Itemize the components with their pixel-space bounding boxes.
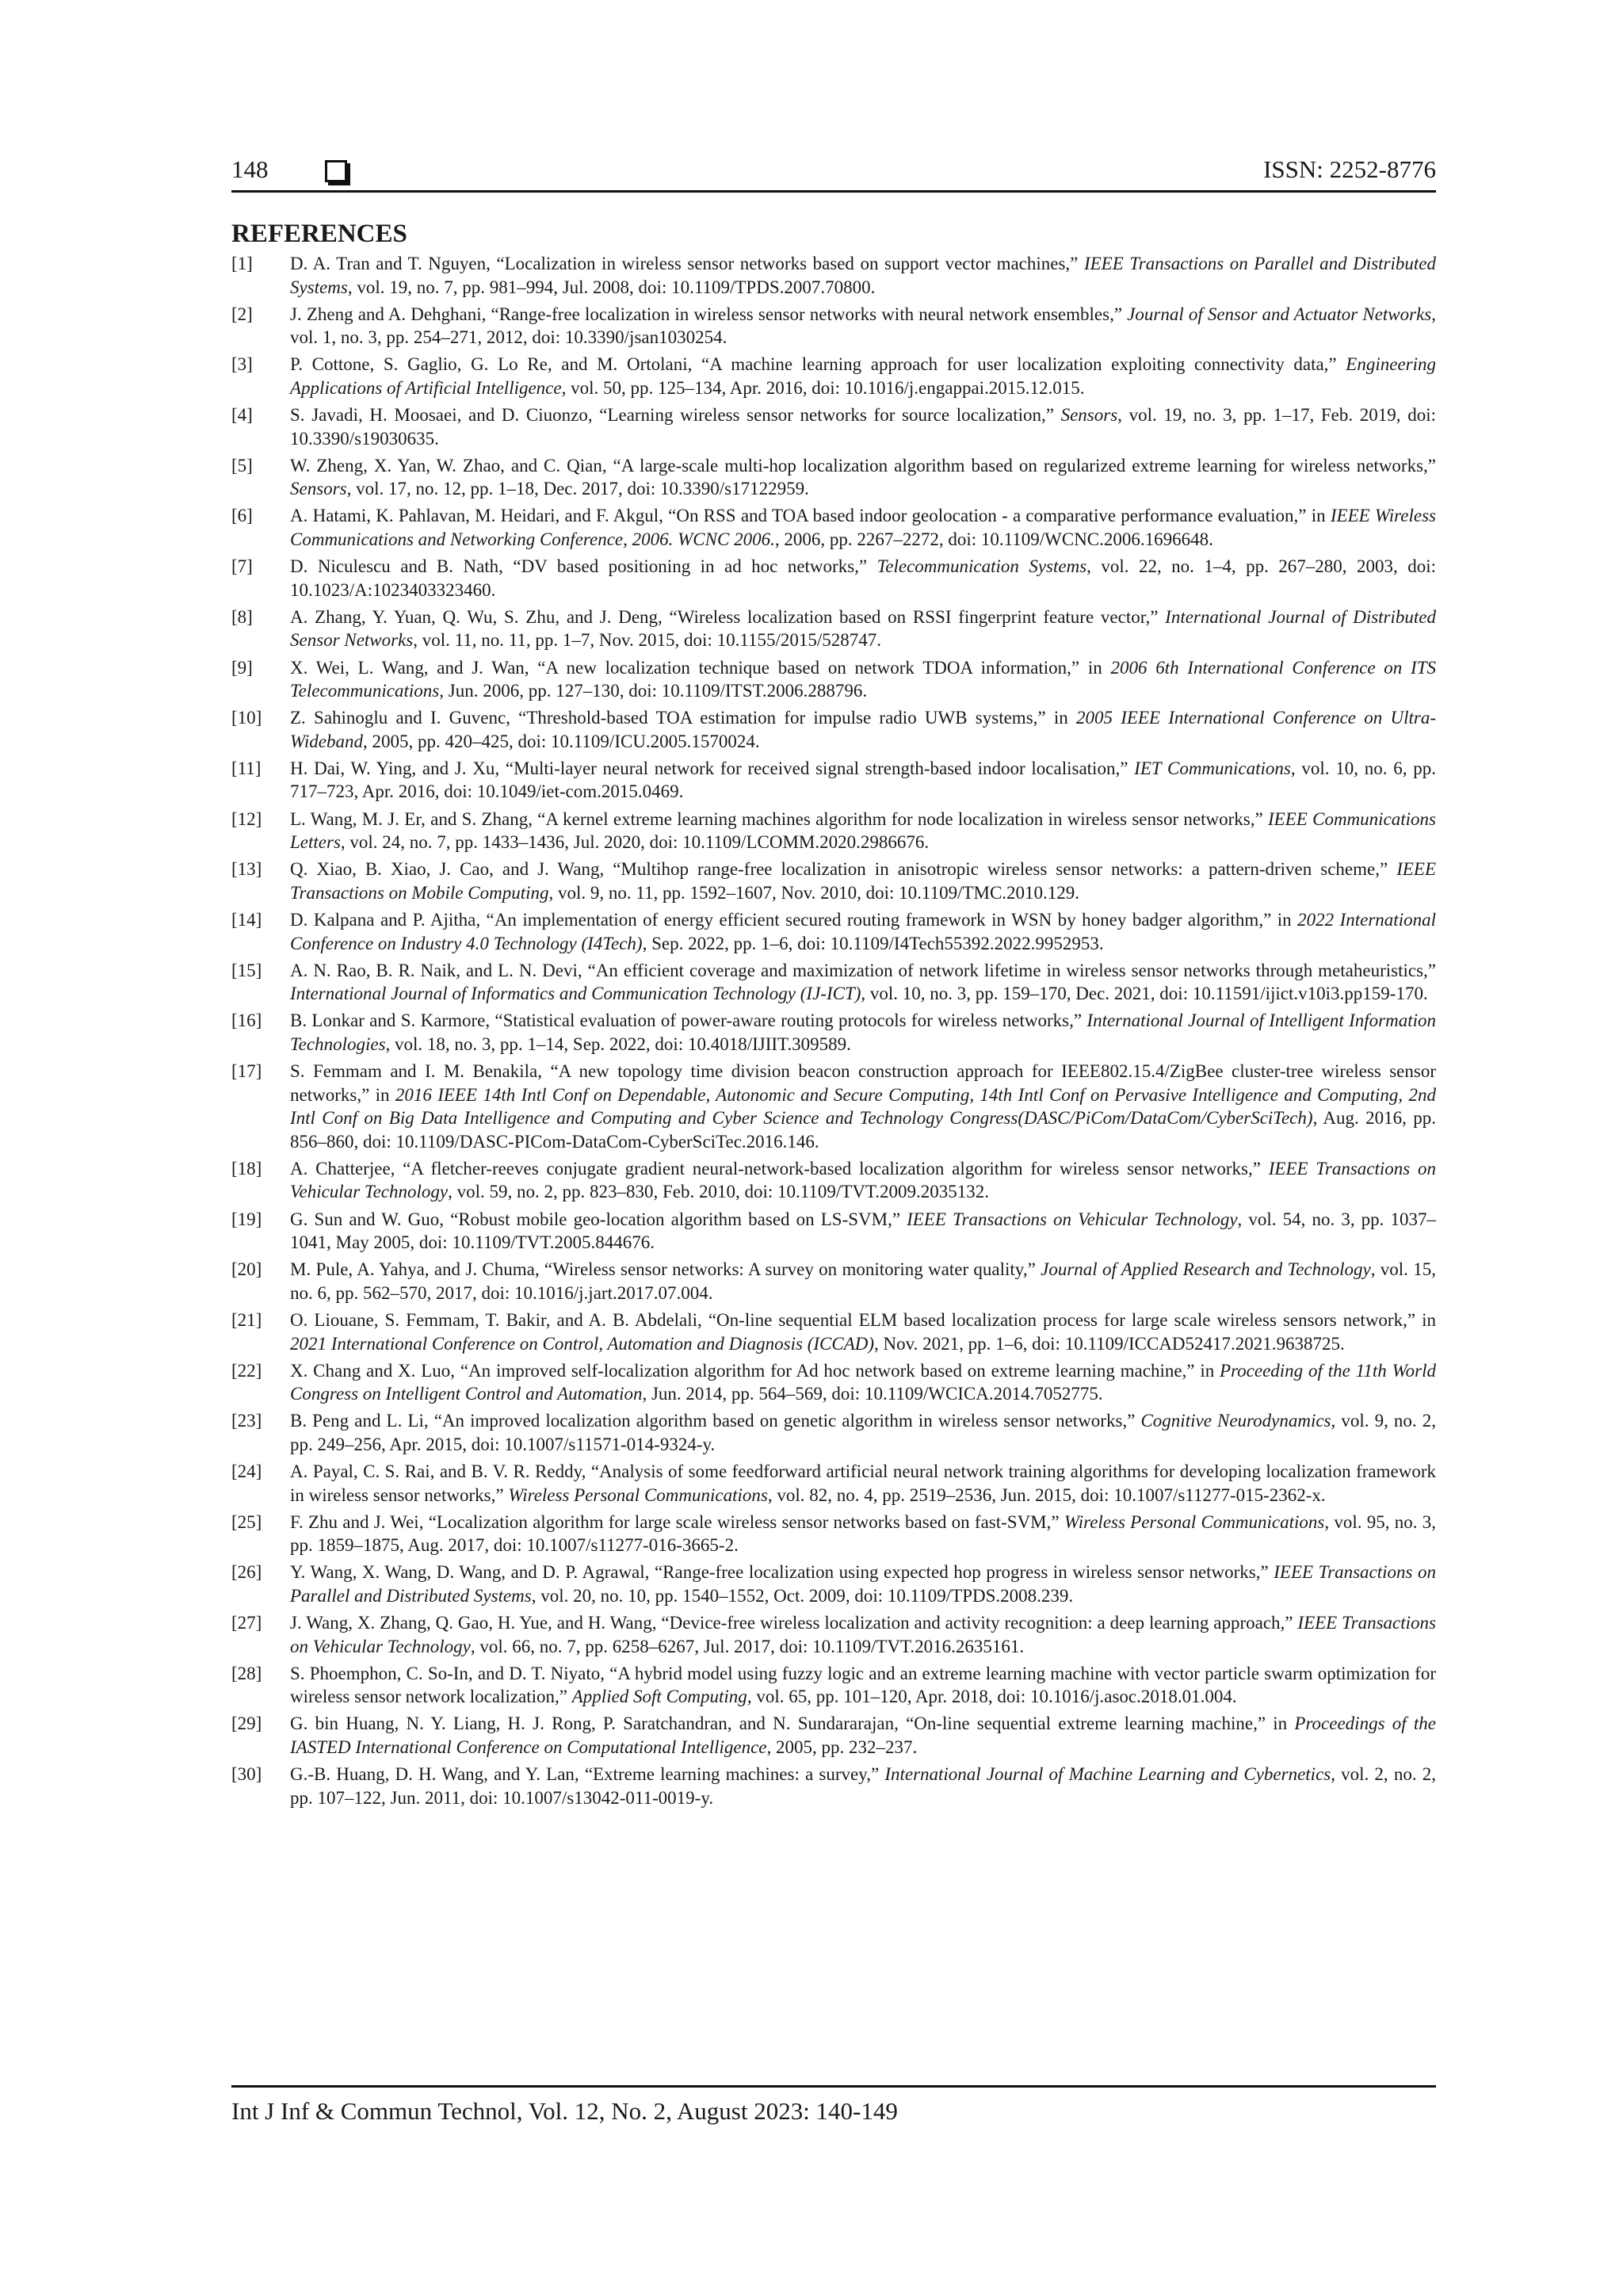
reference-item	[231, 1460, 1436, 1507]
reference-text: O. Liouane, S. Femmam, T. Bakir, and A. B. Abdelali, “On-line sequential ELM based localization process for large scale wireless sensors network,” in	[290, 1309, 1436, 1330]
reference-text: Z. Sahinoglu and I. Guvenc, “Threshold-based TOA estimation for impulse radio UWB systems,” in	[290, 708, 1076, 728]
reference-number: [22]	[231, 1360, 262, 1381]
reference-number: [2]	[231, 304, 253, 324]
reference-text: , vol. 20, no. 10, pp. 1540–1552, Oct. 2009, doi: 10.1109/TPDS.2008.239.	[531, 1585, 1074, 1606]
reference-item	[231, 1208, 1436, 1255]
reference-number: [29]	[231, 1713, 262, 1734]
reference-item	[231, 403, 1436, 450]
reference-number: [12]	[231, 808, 262, 829]
reference-text: J. Wang, X. Zhang, Q. Gao, H. Yue, and H. Wang, “Device-free wireless localization and activity recognition: a deep learning approach,”	[290, 1613, 1298, 1633]
reference-text: G. Sun and W. Guo, “Robust mobile geo-location algorithm based on LS-SVM,”	[290, 1209, 907, 1229]
reference-number: [16]	[231, 1010, 262, 1031]
reference-venue: IEEE Communications Letters	[290, 808, 1436, 853]
page-header	[231, 155, 1436, 193]
reference-venue: Journal of Sensor and Actuator Networks	[1127, 304, 1432, 324]
reference-item	[231, 353, 1436, 399]
reference-item	[231, 1763, 1436, 1809]
reference-number: [28]	[231, 1663, 262, 1683]
reference-text: , vol. 10, no. 6, pp. 717–723, Apr. 2016, doi: 10.1049/iet-com.2015.0469.	[290, 758, 1437, 802]
reference-text: S. Femmam and I. M. Benakila, “A new topology time division beacon construction approach for IEEE802.15.4/ZigBee cluster-tree wireless sensor networks,” in	[290, 1061, 1436, 1105]
reference-text: , vol. 10, no. 3, pp. 159–170, Dec. 2021, doi: 10.11591/ijict.v10i3.pp159-170.	[861, 984, 1428, 1004]
reference-text: X. Chang and X. Luo, “An improved self-localization algorithm for Ad hoc network based on extreme learning machine,” in	[290, 1360, 1220, 1381]
reference-text: D. Niculescu and B. Nath, “DV based positioning in ad hoc networks,”	[290, 556, 877, 577]
reference-venue: Telecommunication Systems	[876, 556, 1087, 577]
reference-text: A. Hatami, K. Pahlavan, M. Heidari, and F. Akgul, “On RSS and TOA based indoor geolocation - a comparative performance evaluation,” in	[290, 506, 1331, 526]
reference-item	[231, 858, 1436, 904]
reference-text: D. Kalpana and P. Ajitha, “An implementation of energy efficient secured routing framework in WSN by honey badger algorithm,” in	[290, 909, 1298, 930]
reference-venue: Cognitive Neurodynamics	[1140, 1411, 1331, 1431]
reference-number: [27]	[231, 1613, 262, 1633]
reference-venue: Engineering Applications of Artificial Intelligence	[290, 354, 1436, 398]
reference-number: [17]	[231, 1061, 262, 1081]
reference-number: [14]	[231, 909, 262, 930]
reference-text: G.-B. Huang, D. H. Wang, and Y. Lan, “Extreme learning machines: a survey,”	[290, 1764, 885, 1785]
reference-venue: 2022 International Conference on Industry 4.0 Technology (I4Tech)	[290, 909, 1436, 953]
reference-item	[231, 1157, 1436, 1204]
reference-text: P. Cottone, S. Gaglio, G. Lo Re, and M. Ortolani, “A machine learning approach for user localization exploiting connectivity data,”	[290, 354, 1346, 375]
reference-text: W. Zheng, X. Yan, W. Zhao, and C. Qian, “A large-scale multi-hop localization algorithm based on regularized extreme learning for wireless networks,”	[290, 455, 1436, 476]
reference-venue: International Journal of Machine Learning and Cybernetics	[884, 1764, 1331, 1785]
reference-item	[231, 1611, 1436, 1658]
reference-venue: IEEE Transactions on Vehicular Technology	[290, 1158, 1436, 1202]
reference-number: [13]	[231, 859, 262, 880]
reference-text: J. Zheng and A. Dehghani, “Range-free localization in wireless sensor networks with neural network ensembles,”	[290, 304, 1128, 324]
reference-venue: Journal of Applied Research and Technology	[1041, 1259, 1371, 1280]
reference-number: [11]	[231, 758, 262, 778]
reference-venue: Sensors	[1060, 405, 1118, 426]
reference-text: , vol. 54, no. 3, pp. 1037–1041, May 2005, doi: 10.1109/TVT.2005.844676.	[290, 1209, 1437, 1253]
reference-text: , vol. 19, no. 3, pp. 1–17, Feb. 2019, doi: 10.3390/s19030635.	[290, 405, 1436, 449]
page-number: 148	[231, 155, 269, 183]
reference-number: [4]	[231, 405, 253, 426]
reference-item	[231, 908, 1436, 955]
reference-text: A. Zhang, Y. Yuan, Q. Wu, S. Zhu, and J. Deng, “Wireless localization based on RSSI fingerprint feature vector,”	[290, 606, 1166, 627]
reference-text: , vol. 15, no. 6, pp. 562–570, 2017, doi: 10.1016/j.jart.2017.07.004.	[290, 1259, 1437, 1303]
header-divider	[231, 190, 1436, 193]
reference-number: [19]	[231, 1209, 262, 1229]
reference-text: , vol. 9, no. 11, pp. 1592–1607, Nov. 2010, doi: 10.1109/TMC.2010.129.	[548, 882, 1080, 903]
square-box-icon	[325, 160, 347, 182]
reference-text: S. Javadi, H. Moosaei, and D. Ciuonzo, “Learning wireless sensor networks for source localization,”	[290, 405, 1061, 426]
reference-text: , vol. 59, no. 2, pp. 823–830, Feb. 2010, doi: 10.1109/TVT.2009.2035132.	[448, 1182, 990, 1202]
reference-list	[231, 252, 1436, 1809]
reference-item	[231, 1060, 1436, 1153]
reference-text: , vol. 22, no. 1–4, pp. 267–280, 2003, doi: 10.1023/A:1023403323460.	[290, 556, 1436, 600]
reference-venue: Sensors	[290, 479, 347, 499]
reference-venue: IET Communications	[1134, 758, 1291, 778]
reference-venue: IEEE Transactions on Parallel and Distributed Systems	[290, 254, 1436, 297]
reference-text: L. Wang, M. J. Er, and S. Zhang, “A kernel extreme learning machines algorithm for node localization in wireless sensor networks,”	[290, 808, 1268, 829]
reference-item	[231, 1359, 1436, 1406]
reference-number: [21]	[231, 1309, 262, 1330]
reference-item	[231, 1009, 1436, 1056]
reference-venue: Proceeding of the 11th World Congress on Intelligent Control and Automation	[290, 1360, 1436, 1404]
reference-item	[231, 504, 1436, 551]
reference-venue: Wireless Personal Communications	[1064, 1511, 1325, 1532]
reference-text: , 2005, pp. 420–425, doi: 10.1109/ICU.2005.1570024.	[363, 731, 760, 751]
reference-number: [25]	[231, 1511, 262, 1532]
reference-text: , vol. 11, no. 11, pp. 1–7, Nov. 2015, doi: 10.1155/2015/528747.	[413, 630, 882, 651]
reference-text: A. Chatterjee, “A fletcher-reeves conjugate gradient neural-network-based localization algorithm for wireless sensor networks,”	[290, 1158, 1269, 1179]
reference-text: , Aug. 2016, pp. 856–860, doi: 10.1109/DASC-PICom-DataCom-CyberSciTec.2016.146.	[290, 1108, 1436, 1152]
reference-item	[231, 1561, 1436, 1607]
reference-venue: 2016 IEEE 14th Intl Conf on Dependable, Autonomic and Secure Computing, 14th Intl Conf on Pervasive Intelligence and Computing, 2nd Intl Conf on Big Data Intelligence and Computing and Cyber Science and Technology Congress(DASC/PiCom/DataCom/CyberSciTech)	[290, 1084, 1436, 1129]
reference-number: [15]	[231, 960, 262, 980]
reference-number: [1]	[231, 254, 253, 273]
reference-number: [6]	[231, 506, 253, 526]
reference-number: [10]	[231, 708, 262, 728]
reference-text: A. N. Rao, B. R. Naik, and L. N. Devi, “An efficient coverage and maximization of network lifetime in wireless sensor networks through metaheuristics,”	[290, 960, 1436, 980]
reference-text: G. bin Huang, N. Y. Liang, H. J. Rong, P. Saratchandran, and N. Sundararajan, “On-line sequential extreme learning machine,” in	[290, 1713, 1295, 1734]
reference-text: , 2006, pp. 2267–2272, doi: 10.1109/WCNC.2006.1696648.	[774, 529, 1213, 550]
reference-item	[231, 1258, 1436, 1305]
reference-text: F. Zhu and J. Wei, “Localization algorithm for large scale wireless sensor networks based on fast-SVM,”	[290, 1511, 1064, 1532]
reference-venue: IEEE Transactions on Parallel and Distributed Systems	[290, 1562, 1437, 1606]
reference-number: [7]	[231, 556, 253, 577]
reference-text: , Jun. 2006, pp. 127–130, doi: 10.1109/ITST.2006.288796.	[439, 681, 868, 701]
reference-text: Q. Xiao, B. Xiao, J. Cao, and J. Wang, “Multihop range-free localization in anisotropic wireless sensor networks: a pattern-driven scheme,”	[290, 859, 1397, 880]
reference-text: B. Peng and L. Li, “An improved localization algorithm based on genetic algorithm in wireless sensor networks,”	[290, 1411, 1141, 1431]
reference-text: , vol. 2, no. 2, pp. 107–122, Jun. 2011, doi: 10.1007/s13042-011-0019-y.	[290, 1764, 1436, 1808]
reference-text: , vol. 19, no. 7, pp. 981–994, Jul. 2008, doi: 10.1109/TPDS.2007.70800.	[347, 277, 876, 297]
reference-number: [23]	[231, 1411, 262, 1431]
reference-text: , Sep. 2022, pp. 1–6, doi: 10.1109/I4Tech55392.2022.9952953.	[642, 933, 1104, 953]
reference-text: S. Phoemphon, C. So-In, and D. T. Niyato, “A hybrid model using fuzzy logic and an extreme learning machine with vector particle swarm optimization for wireless sensor network localization,”	[290, 1663, 1436, 1707]
reference-venue: Wireless Personal Communications	[508, 1484, 768, 1505]
reference-venue: IEEE Transactions on Vehicular Technology	[907, 1209, 1238, 1229]
page-footer: Int J Inf & Commun Technol, Vol. 12, No. 2, August 2023: 140-149	[231, 2097, 898, 2125]
reference-text: , vol. 65, pp. 101–120, Apr. 2018, doi: 10.1016/j.asoc.2018.01.004.	[747, 1687, 1237, 1707]
reference-number: [20]	[231, 1259, 262, 1280]
reference-number: [24]	[231, 1461, 262, 1481]
reference-item	[231, 606, 1436, 652]
reference-item	[231, 706, 1436, 753]
reference-text: X. Wei, L. Wang, and J. Wan, “A new localization technique based on network TDOA information,” in	[290, 657, 1111, 678]
reference-text: , vol. 9, no. 2, pp. 249–256, Apr. 2015, doi: 10.1007/s11571-014-9324-y.	[290, 1411, 1436, 1454]
reference-item	[231, 808, 1436, 854]
reference-item	[231, 1712, 1436, 1759]
reference-text: , vol. 17, no. 12, pp. 1–18, Dec. 2017, doi: 10.3390/s17122959.	[346, 479, 809, 499]
reference-venue: IEEE Transactions on Mobile Computing	[290, 859, 1436, 903]
reference-item	[231, 757, 1436, 804]
reference-item	[231, 555, 1436, 602]
reference-venue: IEEE Wireless Communications and Networking Conference, 2006. WCNC 2006.	[290, 506, 1436, 550]
reference-item	[231, 1308, 1436, 1355]
reference-number: [5]	[231, 455, 253, 476]
reference-text: , 2005, pp. 232–237.	[766, 1737, 918, 1758]
reference-text: , vol. 66, no. 7, pp. 6258–6267, Jul. 2017, doi: 10.1109/TVT.2016.2635161.	[470, 1636, 1025, 1656]
reference-venue: Proceedings of the IASTED International Conference on Computational Intelligence	[290, 1713, 1436, 1758]
reference-text: , vol. 95, no. 3, pp. 1859–1875, Aug. 2017, doi: 10.1007/s11277-016-3665-2.	[290, 1511, 1437, 1556]
footer-divider	[231, 2085, 1436, 2088]
reference-item	[231, 1409, 1436, 1456]
reference-item	[231, 252, 1436, 299]
reference-text: , vol. 18, no. 3, pp. 1–14, Sep. 2022, doi: 10.4018/IJIIT.309589.	[385, 1033, 851, 1054]
reference-text: , vol. 1, no. 3, pp. 254–271, 2012, doi: 10.3390/jsan1030254.	[290, 304, 1437, 348]
reference-venue: International Journal of Intelligent Information Technologies	[290, 1010, 1436, 1054]
references-section	[231, 219, 1436, 1813]
section-title: REFERENCES	[231, 220, 407, 248]
reference-number: [26]	[231, 1562, 262, 1583]
reference-text: Y. Wang, X. Wang, D. Wang, and D. P. Agrawal, “Range-free localization using expected hop progress in wireless sensor networks,”	[290, 1562, 1274, 1583]
reference-text: , vol. 50, pp. 125–134, Apr. 2016, doi: 10.1016/j.engappai.2015.12.015.	[561, 377, 1085, 398]
reference-number: [18]	[231, 1158, 262, 1179]
reference-text: D. A. Tran and T. Nguyen, “Localization in wireless sensor networks based on support vector machines,”	[290, 254, 1084, 273]
reference-text: H. Dai, W. Ying, and J. Xu, “Multi-layer neural network for received signal strength-based indoor localisation,”	[290, 758, 1135, 778]
reference-text: M. Pule, A. Yahya, and J. Chuma, “Wireless sensor networks: A survey on monitoring water quality,”	[290, 1259, 1041, 1280]
reference-item	[231, 303, 1436, 350]
reference-number: [9]	[231, 657, 253, 678]
reference-item	[231, 1511, 1436, 1557]
reference-number: [3]	[231, 354, 253, 375]
reference-venue: 2006 6th International Conference on ITS Telecommunications	[290, 657, 1436, 701]
reference-venue: International Journal of Distributed Sensor Networks	[290, 606, 1436, 651]
reference-text: , Jun. 2014, pp. 564–569, doi: 10.1109/WCICA.2014.7052775.	[642, 1384, 1103, 1404]
reference-text: , vol. 82, no. 4, pp. 2519–2536, Jun. 2015, doi: 10.1007/s11277-015-2362-x.	[767, 1484, 1326, 1505]
reference-item	[231, 656, 1436, 703]
reference-item	[231, 1662, 1436, 1709]
reference-number: [30]	[231, 1764, 262, 1785]
reference-venue: International Journal of Informatics and Communication Technology (IJ-ICT)	[290, 984, 861, 1004]
reference-text: , vol. 24, no. 7, pp. 1433–1436, Jul. 2020, doi: 10.1109/LCOMM.2020.2986676.	[340, 832, 930, 853]
reference-venue: 2021 International Conference on Control, Automation and Diagnosis (ICCAD)	[290, 1333, 875, 1354]
reference-item	[231, 959, 1436, 1006]
reference-venue: IEEE Transactions on Vehicular Technology	[290, 1613, 1437, 1656]
reference-text: B. Lonkar and S. Karmore, “Statistical evaluation of power-aware routing protocols for wireless networks,”	[290, 1010, 1087, 1031]
reference-number: [8]	[231, 606, 253, 627]
reference-venue: 2005 IEEE International Conference on Ultra-Wideband	[290, 708, 1436, 751]
reference-text: A. Payal, C. S. Rai, and B. V. R. Reddy, “Analysis of some feedforward artificial neural network training algorithms for developing localization framework in wireless sensor networks,”	[290, 1461, 1436, 1505]
reference-text: , Nov. 2021, pp. 1–6, doi: 10.1109/ICCAD52417.2021.9638725.	[874, 1333, 1345, 1354]
reference-item	[231, 454, 1436, 501]
reference-venue: Applied Soft Computing	[571, 1687, 747, 1707]
issn-label: ISSN: 2252-8776	[1263, 155, 1436, 183]
